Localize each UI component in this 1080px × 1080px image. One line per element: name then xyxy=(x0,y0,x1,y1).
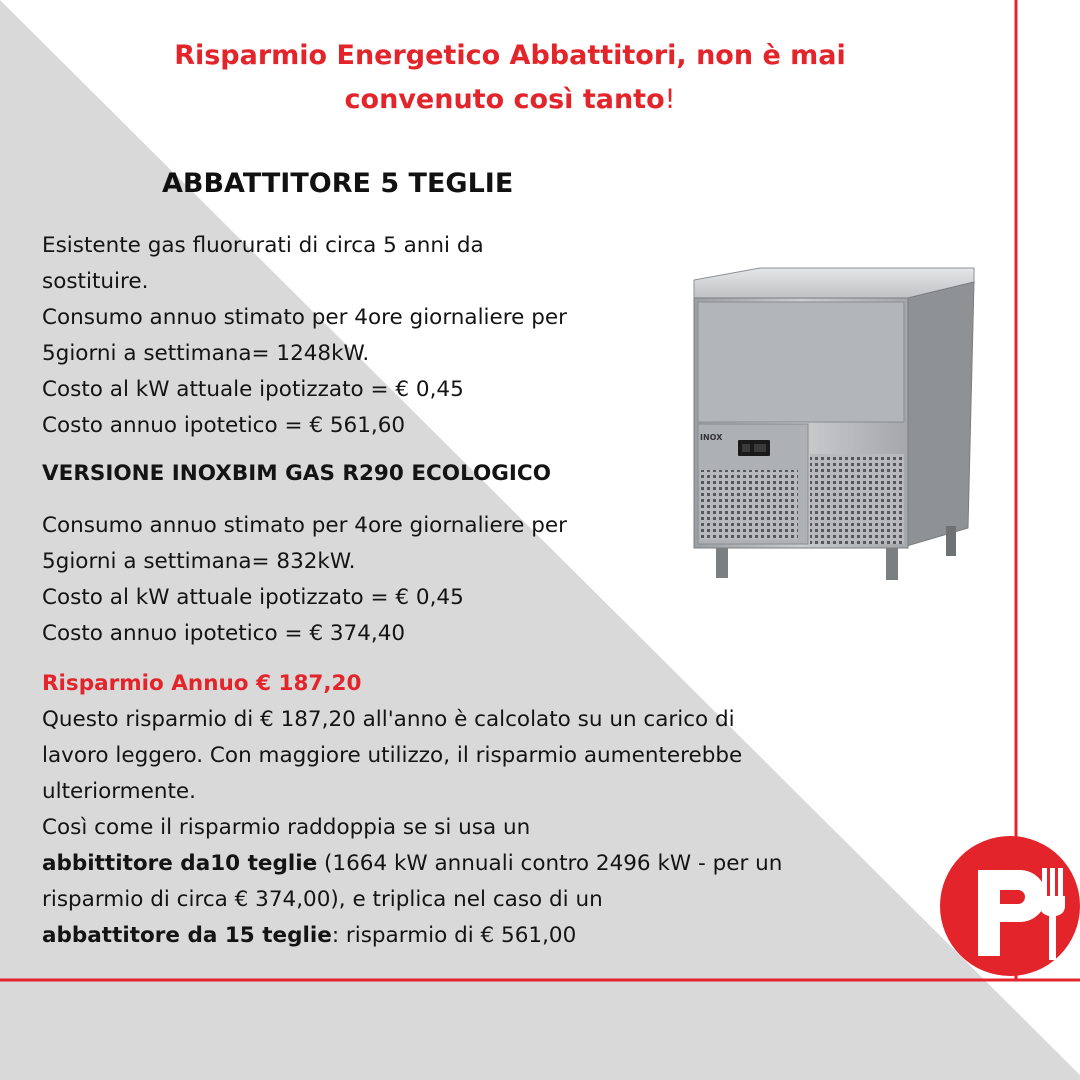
version-heading: VERSIONE INOXBIM GAS R290 ECOLOGICO xyxy=(42,461,551,486)
explanation-line-1: Questo risparmio di € 187,20 all'anno è calcolato su un carico di xyxy=(42,707,735,732)
ten-tray-model: abbittitore da10 teglie xyxy=(42,851,318,876)
existing-line-3: Consumo annuo stimato per 4ore giornaliere per xyxy=(42,305,567,330)
existing-line-5: Costo al kW attuale ipotizzato = € 0,45 xyxy=(42,377,464,402)
explanation-line-7 xyxy=(42,918,922,954)
explanation-line-5-rest: (1664 kW annuali contro 2496 kW - per un xyxy=(317,851,783,876)
brand-label: INOX xyxy=(700,433,723,442)
explanation-line-2: lavoro leggero. Con maggiore utilizzo, il risparmio aumenterebbe xyxy=(42,743,743,768)
explanation-line-3: ulteriormente. xyxy=(42,779,196,804)
savings-heading: Risparmio Annuo € 187,20 xyxy=(42,671,362,696)
savings-section xyxy=(42,666,922,954)
explanation-line-4: Così come il risparmio raddoppia se si usa un xyxy=(42,815,531,840)
title-line-2-text: convenuto così tanto xyxy=(344,84,665,115)
existing-unit-info xyxy=(42,228,682,444)
version-line-3: Costo al kW attuale ipotizzato = € 0,45 xyxy=(42,585,464,610)
explanation-line-7-rest: : risparmio di € 561,00 xyxy=(331,923,577,948)
existing-line-6: Costo annuo ipotetico = € 561,60 xyxy=(42,413,406,438)
existing-line-2: sostituire. xyxy=(42,269,149,294)
explanation-line-6: risparmio di circa € 374,00), e triplica nel caso di un xyxy=(42,887,603,912)
existing-line-1: Esistente gas fluorurati di circa 5 anni da xyxy=(42,233,484,258)
brand-logo-icon xyxy=(938,836,1080,980)
version-info xyxy=(42,508,682,652)
version-line-2: 5giorni a settimana= 832kW. xyxy=(42,549,356,574)
existing-line-4: 5giorni a settimana= 1248kW. xyxy=(42,341,370,366)
explanation-line-5 xyxy=(42,846,922,882)
blast-chiller-image xyxy=(688,258,978,588)
version-line-4: Costo annuo ipotetico = € 374,40 xyxy=(42,621,406,646)
title-line-2 xyxy=(60,78,960,122)
title-exclamation: ! xyxy=(664,84,676,115)
title-line-1: Risparmio Energetico Abbattitori, non è mai xyxy=(174,40,846,71)
page-title xyxy=(60,34,960,122)
version-line-1: Consumo annuo stimato per 4ore giornaliere per xyxy=(42,513,567,538)
fifteen-tray-model: abbattitore da 15 teglie xyxy=(42,923,332,948)
product-heading: ABBATTITORE 5 TEGLIE xyxy=(162,168,514,199)
